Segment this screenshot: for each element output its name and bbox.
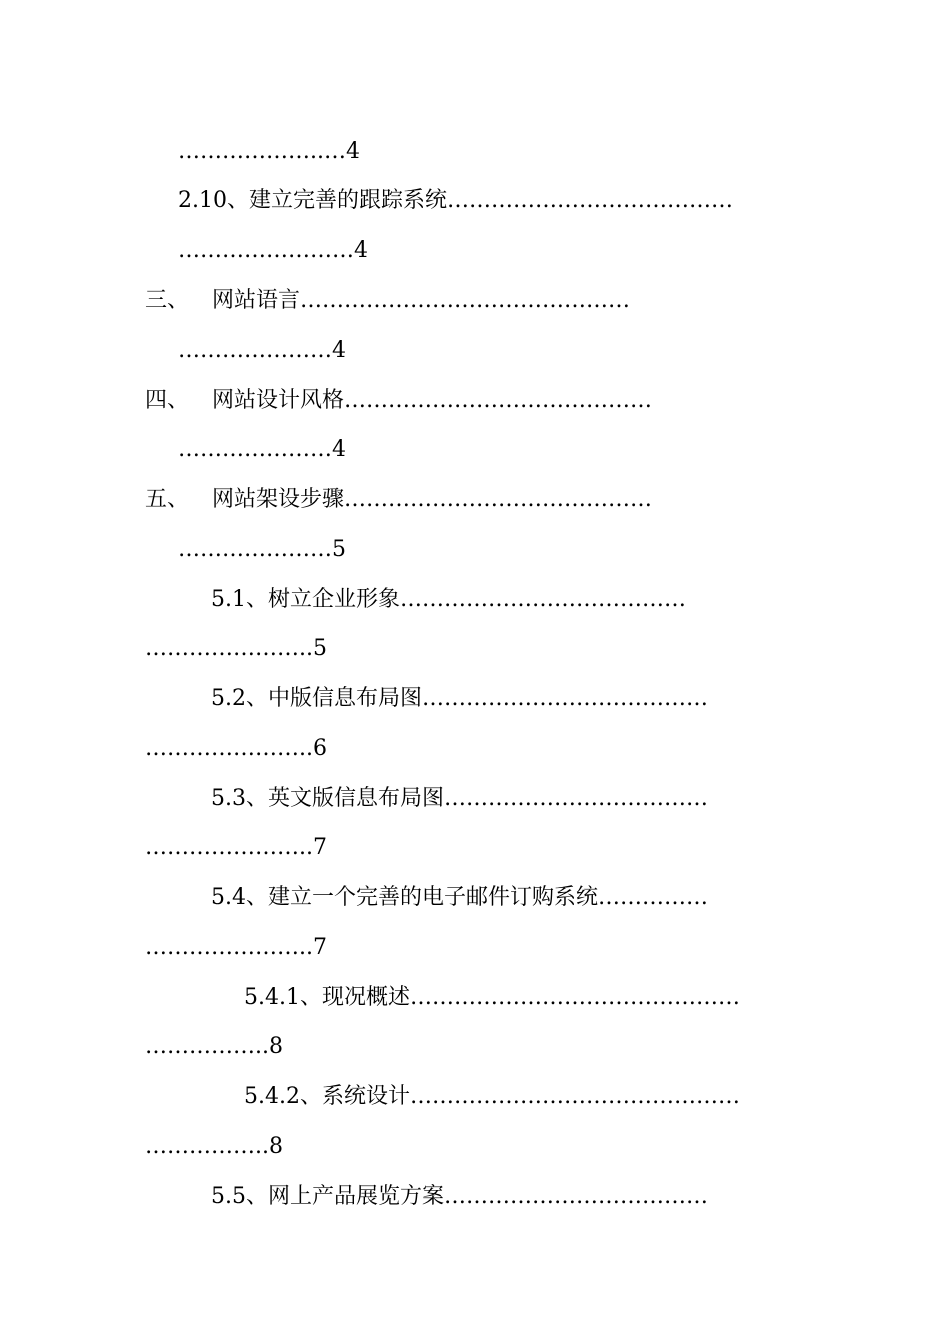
toc-dots: …………… [598, 885, 708, 910]
toc-dots-page: …………………..7 [145, 935, 327, 960]
toc-line-continuation [145, 1132, 283, 1162]
toc-entry-label: 5.4.1、现况概述 [244, 985, 410, 1010]
toc-dots: ……………………………………… [409, 1084, 740, 1109]
toc-dots: ………………………………… [447, 188, 733, 213]
toc-entry-label: 5.4、建立一个完善的电子邮件订购系统 [211, 885, 598, 910]
toc-line-continuation [145, 734, 327, 764]
toc-dots-page: ………………..…4 [178, 139, 360, 164]
toc-entry-label: 网站设计风格 [212, 388, 345, 413]
toc-entry-5-1[interactable] [211, 585, 686, 615]
toc-dots-page: …………………..7 [145, 835, 327, 860]
toc-entry-2-10[interactable] [178, 186, 733, 216]
toc-entry-4[interactable] [145, 386, 652, 416]
toc-entry-5-3[interactable] [211, 784, 708, 814]
toc-entry-label: 5.1、树立企业形象 [211, 587, 400, 612]
toc-line-continuation [178, 236, 368, 266]
toc-dots: ………………………………… [422, 686, 708, 711]
toc-entry-5-2[interactable] [211, 684, 708, 714]
toc-dots: …………………………………… [344, 487, 653, 512]
toc-line-continuation [178, 535, 346, 565]
toc-entry-label: 网站语言 [212, 288, 301, 313]
toc-dots-page: ……………………4 [178, 238, 368, 263]
toc-line-continuation [178, 435, 346, 465]
toc-dots: ……………………………………… [300, 288, 631, 313]
toc-entry-prefix: 五、 [145, 487, 190, 512]
toc-entry-5-4[interactable] [211, 883, 708, 913]
toc-dots-page: …………………..5 [145, 636, 327, 661]
toc-entry-5-4-2[interactable] [244, 1082, 740, 1112]
toc-dots: ……………………………… [444, 1184, 708, 1209]
toc-entry-3[interactable] [145, 286, 630, 316]
toc-entry-label: 5.4.2、系统设计 [244, 1084, 410, 1109]
toc-entry-label: 5.5、网上产品展览方案 [211, 1184, 444, 1209]
toc-line-continuation [145, 833, 327, 863]
toc-entry-5[interactable] [145, 485, 652, 515]
toc-dots-page: ……………..8 [145, 1134, 283, 1159]
toc-dots: …………………………………… [344, 388, 653, 413]
toc-dots-page: ……………..8 [145, 1034, 283, 1059]
toc-dots-page: …………………4 [178, 437, 346, 462]
toc-entry-label: 5.2、中版信息布局图 [211, 686, 422, 711]
toc-line-continuation [145, 933, 327, 963]
toc-line-continuation [145, 1032, 283, 1062]
toc-dots-page: …………………..6 [145, 736, 327, 761]
toc-entry-label: 5.3、英文版信息布局图 [211, 786, 444, 811]
toc-entry-prefix: 四、 [145, 388, 190, 413]
toc-dots: ……………………………………… [409, 985, 740, 1010]
toc-entry-prefix: 三、 [145, 288, 190, 313]
toc-entry-label: 2.10、建立完善的跟踪系统 [178, 188, 447, 213]
toc-line-continuation [178, 137, 360, 167]
toc-dots-page: …………………4 [178, 338, 346, 363]
toc-entry-label: 网站架设步骤 [212, 487, 345, 512]
toc-entry-5-5[interactable] [211, 1182, 708, 1212]
toc-dots: ……………………………… [444, 786, 708, 811]
toc-entry-5-4-1[interactable] [244, 983, 740, 1013]
toc-dots: ………………………………… [400, 587, 686, 612]
toc-line-continuation [178, 336, 346, 366]
toc-line-continuation [145, 634, 327, 664]
toc-dots-page: …………………5 [178, 537, 346, 562]
